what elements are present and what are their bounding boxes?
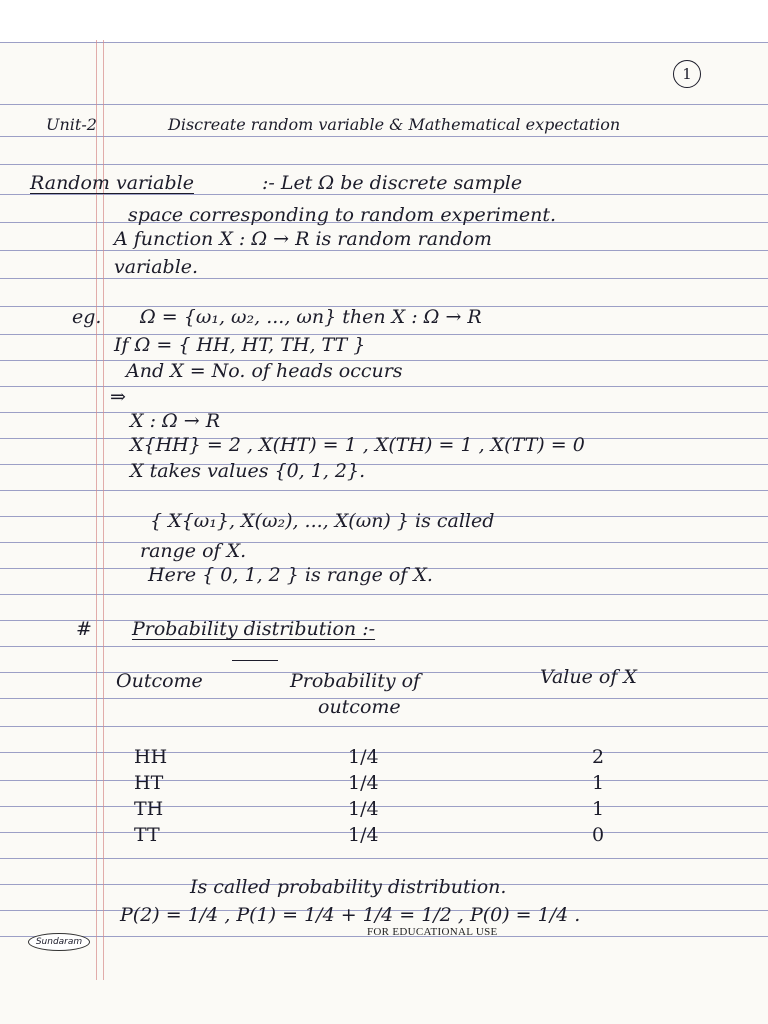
- page-number: 1: [673, 60, 701, 88]
- random-variable-line3: A function X : Ω → R is random random: [114, 228, 492, 250]
- ruled-line: [0, 780, 768, 781]
- row-outcome: TH: [134, 798, 164, 820]
- example-marker: eg.: [72, 306, 102, 328]
- ruled-line: [0, 832, 768, 833]
- example-line2: If Ω = { HH, HT, TH, TT }: [114, 334, 366, 356]
- ruled-line: [0, 194, 768, 195]
- ruled-line: [0, 104, 768, 105]
- brand-logo: Sundaram: [28, 933, 90, 951]
- ruled-line: [0, 752, 768, 753]
- ruled-line: [0, 726, 768, 727]
- row-value: 2: [592, 746, 605, 768]
- column-value: Value of X: [540, 666, 637, 688]
- footer-note: FOR EDUCATIONAL USE: [367, 926, 498, 938]
- example-line6: X{HH} = 2 , X(HT) = 1 , X(TH) = 1 , X(TT) = 0: [130, 434, 585, 456]
- row-outcome: HH: [134, 746, 168, 768]
- ruled-line: [0, 42, 768, 43]
- ruled-line: [0, 412, 768, 413]
- ruled-line: [0, 136, 768, 137]
- row-probability: 1/4: [348, 798, 379, 820]
- ruled-line: [0, 594, 768, 595]
- range-line3: Here { 0, 1, 2 } is range of X.: [148, 564, 433, 586]
- ruled-line: [0, 542, 768, 543]
- range-line1: { X{ω₁}, X(ω₂), ..., X(ωn) } is called: [150, 510, 495, 532]
- row-outcome: HT: [134, 772, 164, 794]
- row-value: 1: [592, 798, 605, 820]
- random-variable-term: Random variable: [30, 172, 194, 194]
- column-probability-line1: Probability of: [290, 670, 421, 692]
- ruled-line: [0, 490, 768, 491]
- ruled-line: [0, 164, 768, 165]
- heading-underline-stroke: [232, 660, 278, 661]
- distribution-final: P(2) = 1/4 , P(1) = 1/4 + 1/4 = 1/2 , P(0) = 1/4 .: [120, 904, 581, 926]
- ruled-line: [0, 646, 768, 647]
- random-variable-line1: :- Let Ω be discrete sample: [262, 172, 523, 194]
- example-line4: ⇒: [110, 386, 126, 408]
- unit-title: Discreate random variable & Mathematical expectation: [168, 115, 621, 134]
- column-probability-line2: outcome: [318, 696, 401, 718]
- unit-label: Unit-2: [46, 115, 97, 134]
- row-probability: 1/4: [348, 772, 379, 794]
- example-line5: X : Ω → R: [130, 410, 221, 432]
- random-variable-line2: space corresponding to random experiment.: [128, 204, 557, 226]
- row-value: 1: [592, 772, 605, 794]
- ruled-line: [0, 806, 768, 807]
- row-value: 0: [592, 824, 605, 846]
- ruled-line: [0, 250, 768, 251]
- ruled-line: [0, 858, 768, 859]
- ruled-line: [0, 278, 768, 279]
- section-hash: #: [76, 618, 92, 640]
- distribution-summary: Is called probability distribution.: [190, 876, 507, 898]
- example-line3: And X = No. of heads occurs: [126, 360, 403, 382]
- example-line7: X takes values {0, 1, 2}.: [130, 460, 366, 482]
- probability-distribution-heading: Probability distribution :-: [132, 618, 376, 640]
- ruled-line: [0, 464, 768, 465]
- ruled-line: [0, 620, 768, 621]
- column-outcome: Outcome: [116, 670, 203, 692]
- range-line2: range of X.: [140, 540, 247, 562]
- row-outcome: TT: [134, 824, 160, 846]
- random-variable-line4: variable.: [114, 256, 199, 278]
- example-line1: Ω = {ω₁, ω₂, ..., ωn} then X : Ω → R: [140, 306, 482, 328]
- row-probability: 1/4: [348, 824, 379, 846]
- row-probability: 1/4: [348, 746, 379, 768]
- page-top-margin: [0, 0, 768, 42]
